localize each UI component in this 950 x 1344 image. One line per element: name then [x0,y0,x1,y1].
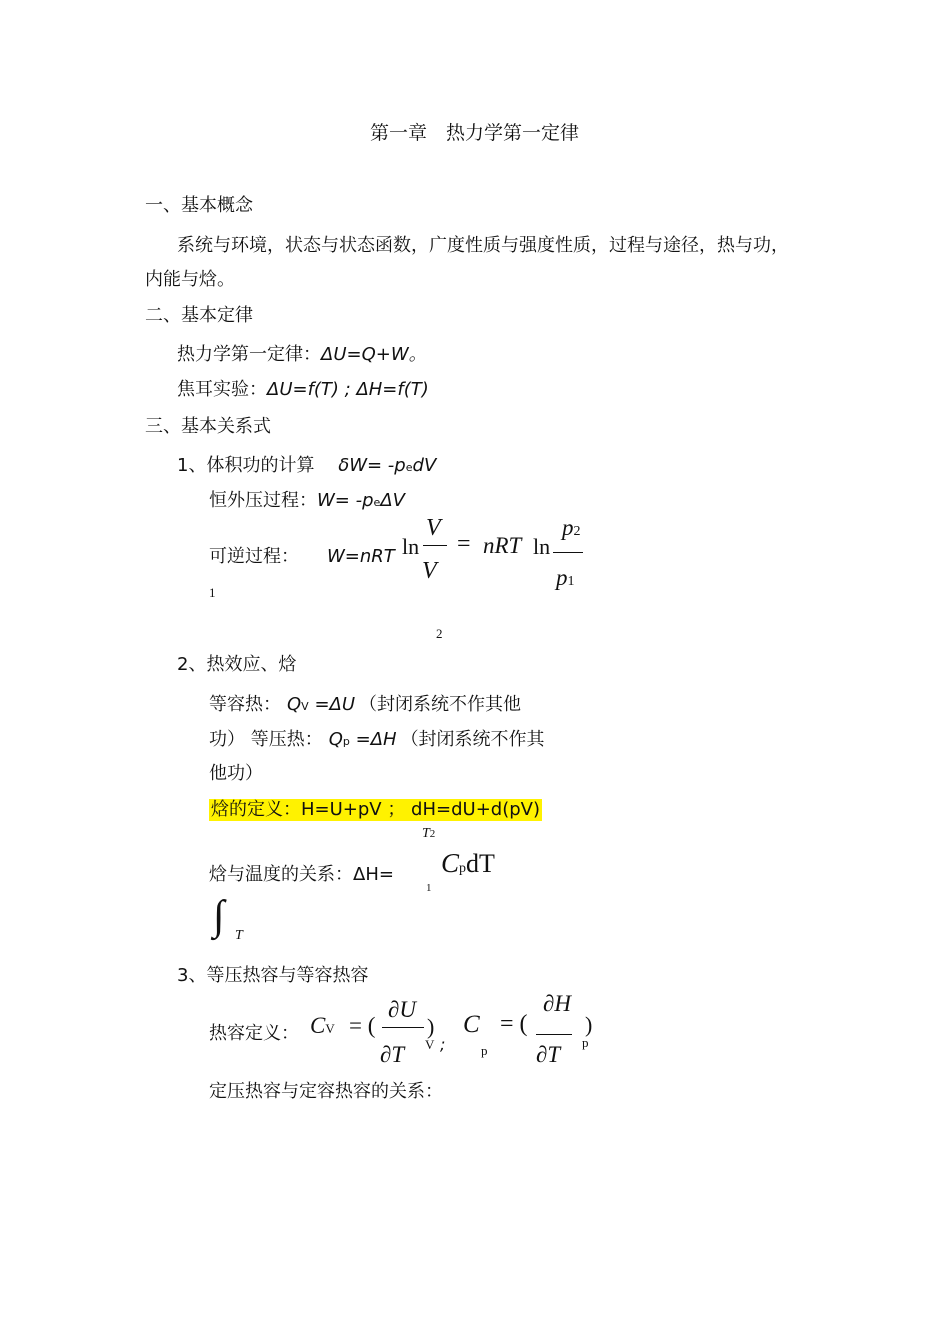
isochoric-label: 等容热： [209,694,281,715]
cp-close-paren: ) [585,1012,593,1037]
constant-pressure-sub: e [373,496,381,509]
cp-sub: p [459,861,467,876]
stray-subscript-1: 1 [209,585,216,600]
constant-pressure-expr: W= -p [317,490,374,511]
ln-1: ln [402,534,420,559]
concepts-line-1: 系统与环境，状态与状态函数，广度性质与强度性质，过程与途径，热与功， [177,235,789,256]
first-law-label: 热力学第一定律： [177,344,321,365]
cp-sub-3: p [481,1043,488,1058]
joule-label: 焦耳实验： [177,379,267,400]
heat-effect-heading: 2、热效应、焓 [177,654,297,675]
constant-pressure-label: 恒外压过程： [209,490,317,511]
concepts-line-2: 内能与焓。 [145,269,235,290]
t2-symbol: T [422,826,430,841]
p-den-sub: 1 [567,574,575,589]
v-fraction-bar [423,545,447,546]
joule-expression: ΔU=f(T) ; ΔH=f(T) [267,379,429,400]
cp-outer-sub: p [582,1035,589,1050]
ln-2: ln [533,534,551,559]
volume-work-expr: δW= -p [338,455,406,476]
cp-symbol: C [441,848,460,878]
partial-h: ∂H [543,991,571,1016]
isobaric-tail: 他功） [209,763,263,784]
qv-symbol: Q [287,694,302,715]
cv-close-paren: ) [427,1014,435,1039]
heat-capacity-relation: 定压热容与定容热容的关系： [209,1081,443,1102]
cv-sub: V [325,1021,335,1036]
v-denominator: V [422,558,437,584]
isobaric-heat [209,731,545,749]
page-title: 第一章 热力学第一定律 [370,122,580,144]
volume-work-sub: e [405,461,413,474]
cv-outer-sub: V [425,1037,435,1052]
semicolon: ; [440,1035,446,1054]
volume-work-tail: dV [412,455,437,476]
qp-expr: =ΔH [355,729,397,750]
p-num-sub: 2 [573,524,581,539]
upper-limit-t2 [422,827,435,841]
first-law-expression: ΔU=Q+W。 [321,344,427,365]
first-law [177,346,427,364]
integral-lower-t: T [235,928,243,943]
isochoric-heat [209,696,521,714]
volume-work-heading: 1、体积功的计算 [177,455,315,476]
integral-sign: ∫ [213,893,225,939]
cv-equals-paren: = ( [349,1013,376,1038]
p-numerator [562,516,581,539]
cv-fraction-bar [382,1027,424,1028]
qp-symbol: Q [328,729,343,750]
stray-subscript-2: 2 [436,626,443,641]
reversible-expr: W=nRT [327,546,395,567]
qv-sub: V [301,700,309,713]
reversible-label: 可逆过程： [209,546,299,567]
v-numerator: V [426,515,441,541]
enthalpy-definition: 焓的定义：H=U+pV ； dH=dU+d(pV) [211,799,540,820]
lower-limit-1: 1 [426,882,432,894]
cp-dt-term [441,850,495,877]
qp-note: （封闭系统不作其 [400,729,545,750]
qv-expr: =ΔU [314,694,356,715]
qp-sub: p [342,735,350,748]
p-fraction-bar [553,552,583,553]
p-num-symbol: p [562,515,574,540]
cp-fraction-bar [536,1034,572,1035]
section-heading-basic-concepts: 一、基本概念 [145,195,253,216]
partial-t-2: ∂T [536,1042,561,1067]
partial-t-1: ∂T [380,1042,405,1067]
section-heading-basic-laws: 二、基本定律 [145,305,253,326]
qv-note: （封闭系统不作其他 [359,694,522,715]
constant-pressure-tail: ΔV [380,490,405,511]
cv-letter: C [310,1013,326,1038]
p-denominator [556,566,575,589]
heat-capacity-def-label: 热容定义： [209,1023,299,1044]
heat-capacity-heading: 3、等压热容与等容热容 [177,965,369,986]
cp-letter: C [463,1011,480,1038]
equals-sign: = [457,531,471,557]
volume-work [177,457,436,475]
partial-u: ∂U [388,997,416,1022]
nrt-term: nRT [483,533,522,558]
p-den-symbol: p [556,565,568,590]
t2-sub: 2 [429,828,436,840]
joule-experiment [177,381,429,399]
isobaric-label: 功） 等压热： [209,729,323,750]
constant-pressure-process [209,492,405,510]
section-heading-relations: 三、基本关系式 [145,416,271,437]
dt-term: dT [466,849,495,878]
cp-equals-paren: = ( [500,1011,528,1037]
enthalpy-temperature-label: 焓与温度的关系：ΔH= [209,864,394,885]
cv-symbol [310,1014,335,1037]
